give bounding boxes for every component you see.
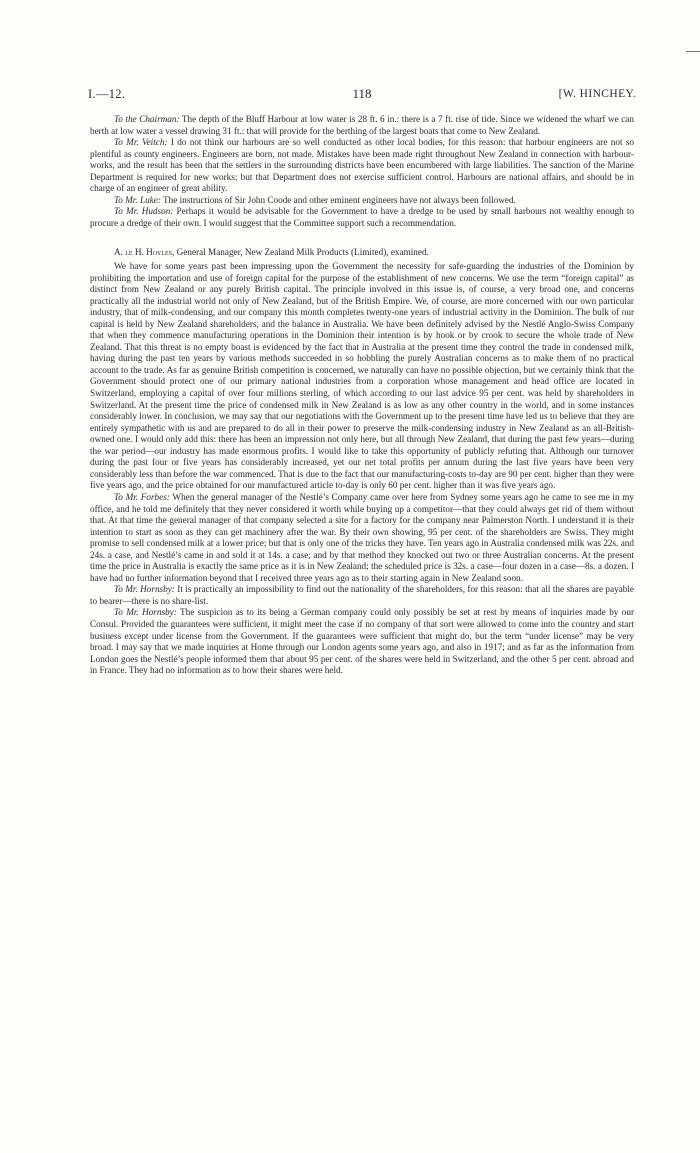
paragraph: [90, 206, 634, 229]
witness-name: [W. HINCHEY.: [558, 88, 636, 100]
document-body: [90, 114, 634, 677]
paragraph-text: It is practically an impossibility to find out the nationality of the shareholders, for this reason: that all the shares are payable to bearer—there is no share-list.: [90, 584, 635, 606]
page-number: 118: [352, 86, 372, 101]
paragraph-text: When the general manager of the Nestlé’s Company came over here from Sydney some years ago he came to see me in my office, and he told me definitely that they never considered it worth while buying up a competitor—that they could always get rid of them without that. At that time the general manager of that company selected a site for a factory for the company near Palmerston North. I understand it is their intention to start as soon as they can get machinery after the war. By their own showing, 95 per cent. of the shareholders are Swiss. They might promise to sell condensed milk at a lower price; but that is only one of the tricks they have. Ten years ago in Australia condensed milk was 22s. and 24s. a case, and Nestlé’s came in and sold it at 14s. a case; and by that method they knocked out two or three Australian concerns. At the present time the price in Australia is exactly the same price as it is in New Zealand; the scheduled price is 32s. a case—four dozen in a case—8s. a dozen. I have had no further information beyond that I received three years ago as to their starting again in New Zealand soon.: [90, 491, 634, 583]
addressee: To Mr. Forbes:: [114, 491, 170, 502]
addressee: To the Chairman:: [114, 114, 180, 124]
paragraph: [90, 261, 634, 492]
addressee: To Mr. Hornsby:: [114, 607, 177, 618]
addressee: To Mr. Veitch:: [114, 137, 168, 148]
addressee: To Mr. Luke:: [114, 194, 161, 205]
paragraph: [90, 492, 634, 584]
paragraph: [90, 114, 634, 137]
paragraph-text: I do not think our harbours are so well conducted as other local bodies, for this reason: that harbour engineers are not so plentiful as county engineers. Engineers are born, not made. Mistakes have been made right throughout New Zealand in connection with harbour-works, and the result has been that the settlers in the surrounding districts have been encumbered with large liabilities. The sanction of the Marine Department is required for new works; but that Department does not exercise sufficient control. Harbours are national affairs, and should be in charge of an engineer of great ability.: [90, 137, 634, 194]
witness-heading-name: A. le H. Hoyles,: [114, 247, 175, 258]
paragraph-text: The suspicion as to its being a German company could only possibly be set at rest by means of inquiries made by our Consul. Provided the guarantees were sufficient, it might meet the case if no company of that sort were allowed to come into the country and start business except under license from the Government. If the guarantees were sufficient that might do, but the term “under license” may be very broad. I may say that we made inquiries at Home through our London agents some years ago, and also in 1917; and as far as the information from London goes the Nestlé’s people informed them that about 95 per cent. of the shares were held in Switzerland, and the other 5 per cent. abroad and in France. They had no information as to how their shares were held.: [90, 607, 634, 676]
paragraph: [90, 607, 634, 676]
edge-mark: [686, 51, 700, 52]
paragraph: [90, 137, 634, 195]
paragraph: [90, 195, 634, 207]
paragraph: [90, 584, 634, 607]
paragraph-text: Perhaps it would be advisable for the Government to have a dredge to be used by small harbours not wealthy enough to procure a dredge of their own. I would suggest that the Committee support such a recommendation.: [90, 206, 634, 228]
witness-heading-text: General Manager, New Zealand Milk Products (Limited), examined.: [174, 247, 429, 258]
paragraph-text: We have for some years past been impressing upon the Government the necessity for safe-guarding the industries of the Dominion by prohibiting the importation and use of foreign capital for the purpose of the establishment of new concerns. We use the term “foreign capital” as distinct from New Zealand or any purely British capital. The principle involved in this issue is, of course, a very broad one, and concerns practically all the industrial world not only of New Zealand, but of the British Empire. We, of course, are more concerned with our own particular industry, that of milk-condensing, and our company this month completes twenty-one years of industrial activity in the Dominion. The bulk of our capital is held by New Zealand shareholders, and the balance in Australia. We have been definitely advised by the Nestlé Anglo-Swiss Company that when they commence manufacturing operations in the Dominion their intention is by hook or by crook to secure the whole trade of New Zealand. That this threat is no empty boast is evidenced by the fact that in Australia at the present time they control the trade in condensed milk, having during the past ten years by various methods succeeded in so hobbling the purely Australian concerns as to make them of no practical account to the trade. As far as genuine British competition is concerned, we naturally can have no possible objection, but we certainly think that the Government should protect one of our primary national industries from a corporation whose management and head office are located in Switzerland, employing a capital of over four millions sterling, of which according to our last advice 95 per cent. was held by shareholders in Switzerland. At the present time the price of condensed milk in New Zealand is as low as any other country in the world, and in some instances considerably lower. In conclusion, we may say that our negotiations with the Government up to the present time have led us to believe that they are entirely sympathetic with us and are prepared to do all in their power to preserve the milk-condensing industry in New Zealand as an all-British-owned one. I would only add this: there has been an impression not only here, but all through New Zealand, that during the past few years—during the war period—our industry has made enormous profits. I would like to take this opportunity of publicly refuting that. Although our turnover during the past four or five years has considerably increased, yet our net total profits per annum during the last five years have been very considerably less than before the war commenced. That is due to the fact that our manufacturing-costs to-day are 90 per cent. higher than they were five years ago, and the price obtained for our manufactured article to-day is only 60 per cent. higher than it was five years ago.: [90, 261, 634, 491]
examination-heading: [90, 247, 634, 259]
addressee: To Mr. Hudson:: [114, 206, 174, 217]
document-reference: I.—12.: [88, 87, 126, 101]
paragraph-text: The depth of the Bluff Harbour at low water is 28 ft. 6 in.: there is a 7 ft. rise of tide. Since we widened the wharf we can berth at low water a vessel drawing 31 ft.: that will provide for the berthing of the largest boats that come to New Zealand.: [90, 114, 634, 136]
addressee: To Mr. Hornsby:: [114, 584, 175, 595]
paragraph-text: The instructions of Sir John Coode and other eminent engineers have not always been followed.: [160, 194, 516, 205]
page-header: [88, 86, 636, 102]
